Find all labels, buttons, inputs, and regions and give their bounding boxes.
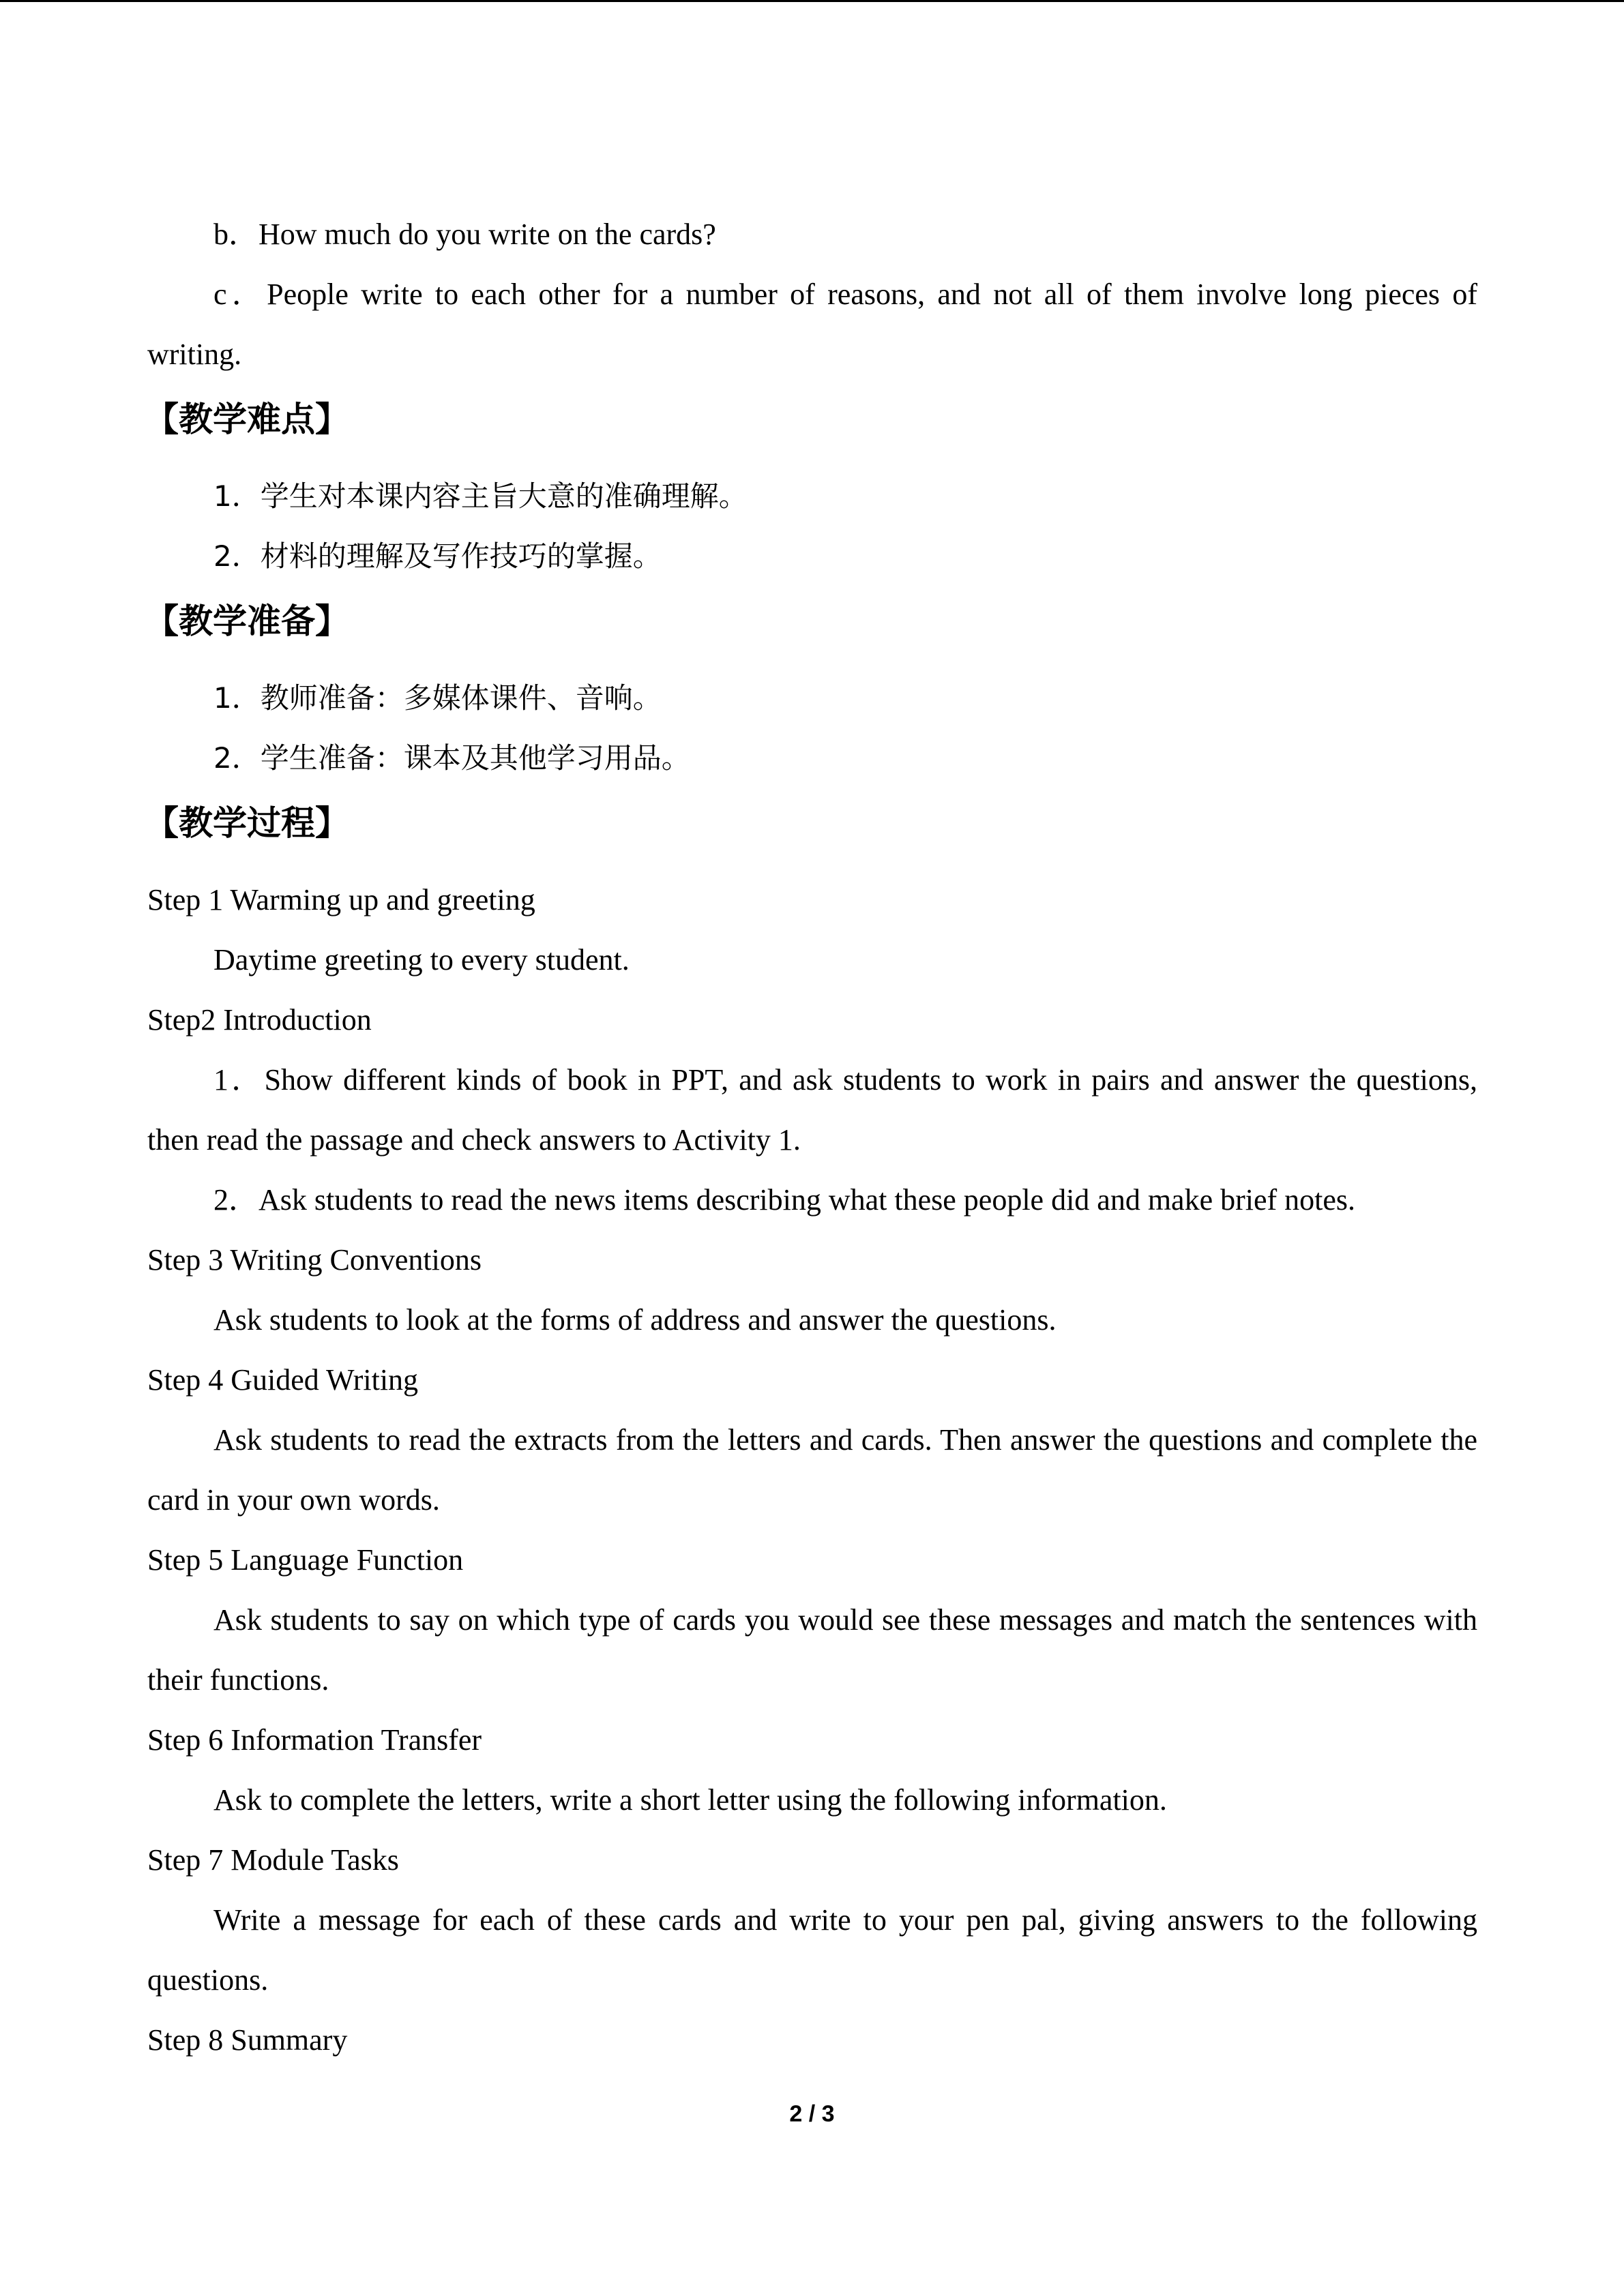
step-6-text: Ask to complete the letters, write a short letter using the following information. [213, 1783, 1167, 1817]
step-2-title: Step2 Introduction [147, 1003, 372, 1037]
difficulty-item-1: 1．学生对本课内容主旨大意的准确理解。 [213, 479, 748, 513]
document-body [147, 205, 1477, 2070]
preparation-item-2: 2．学生准备：课本及其他学习用品。 [213, 741, 690, 775]
step-3-title: Step 3 Writing Conventions [147, 1243, 482, 1277]
step-1-title: Step 1 Warming up and greeting [147, 883, 535, 916]
step-2-item-2: 2．Ask students to read the news items describing what these people did and make brief notes. [213, 1183, 1356, 1217]
step-5-text: Ask students to say on which type of cards you would see these messages and match the sentences with their functions. [147, 1603, 1477, 1697]
step-2-item-1: 1．Show different kinds of book in PPT, and ask students to work in pairs and answer the questions, then read the passage and check answers to Activity 1. [147, 1063, 1477, 1157]
question-c: c．People write to each other for a number of reasons, and not all of them involve long pieces of writing. [147, 278, 1477, 371]
heading-preparation: 【教学准备】 [145, 601, 349, 641]
heading-difficulties: 【教学难点】 [145, 400, 349, 439]
step-1-text: Daytime greeting to every student. [213, 943, 630, 976]
step-3-text: Ask students to look at the forms of address and answer the questions. [213, 1303, 1057, 1337]
step-5-title: Step 5 Language Function [147, 1543, 464, 1577]
question-b: b．How much do you write on the cards? [213, 218, 716, 251]
step-6-title: Step 6 Information Transfer [147, 1723, 482, 1757]
step-4-text: Ask students to read the extracts from the letters and cards. Then answer the questions and complete the card in your own words. [147, 1423, 1477, 1517]
step-8-title: Step 8 Summary [147, 2023, 348, 2057]
heading-process: 【教学过程】 [145, 803, 349, 843]
top-border [0, 0, 1624, 2]
difficulty-item-2: 2．材料的理解及写作技巧的掌握。 [213, 539, 662, 573]
page-number: 2 / 3 [789, 2101, 835, 2127]
preparation-item-1: 1．教师准备：多媒体课件、音响。 [213, 681, 662, 715]
step-7-title: Step 7 Module Tasks [147, 1843, 399, 1877]
step-7-text: Write a message for each of these cards and write to your pen pal, giving answers to the following questions. [147, 1903, 1477, 1997]
step-4-title: Step 4 Guided Writing [147, 1363, 419, 1397]
